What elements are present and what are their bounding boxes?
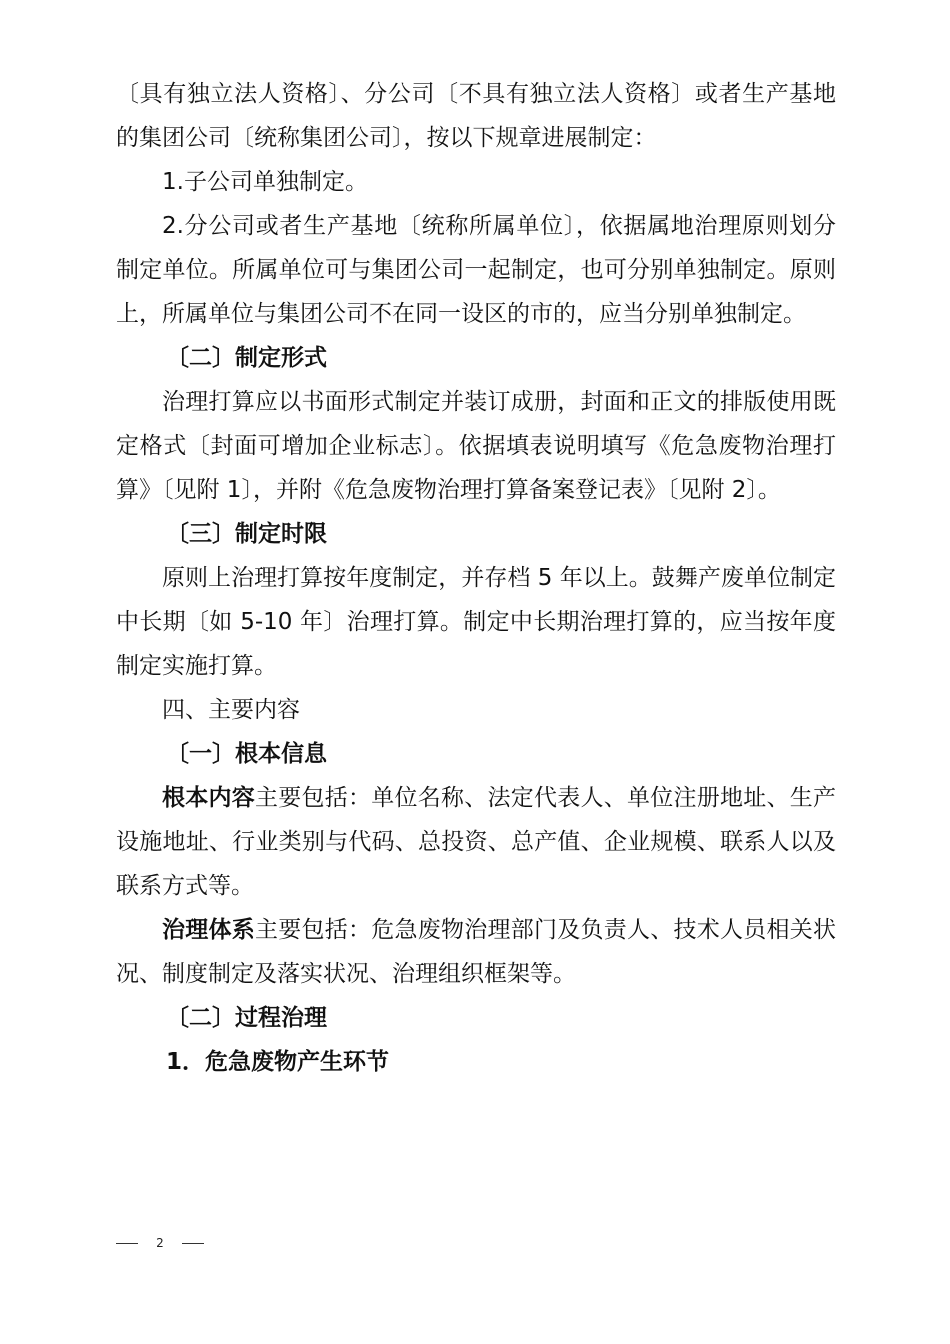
section-heading-form: 〔二〕制定形式 [166, 345, 327, 371]
footer-dash-right [182, 1243, 204, 1244]
footer-dash-left [116, 1243, 138, 1244]
text-management-system: 主要包括：危急废物治理部门及负责人、技术人员相关状况、制度制定及落实状况、治理组织框架等。 [116, 917, 836, 987]
section-heading-generation: 1．危急废物产生环节 [166, 1049, 390, 1075]
paragraph-item-2: 2.分公司或者生产基地〔统称所属单位〕，依据属地治理原则划分制定单位。所属单位可与集团公司一起制定，也可分别单独制定。原则上，所属单位与集团公司不在同一设区的市的，应当分别单独制定。 [116, 213, 836, 327]
page-number: 2 [156, 1236, 164, 1250]
paragraph-intro: 〔具有独立法人资格〕、分公司〔不具有独立法人资格〕或者生产基地的集团公司〔统称集团公司〕，按以下规章进展制定： [116, 81, 836, 151]
lead-management-system: 治理体系 [162, 917, 255, 943]
paragraph-item-1: 1.子公司单独制定。 [162, 169, 368, 195]
document-body [116, 72, 836, 1084]
page-footer [116, 1232, 236, 1256]
text-basic-content: 主要包括：单位名称、法定代表人、单位注册地址、生产设施地址、行业类别与代码、总投资、总产值、企业规模、联系人以及联系方式等。 [116, 785, 836, 899]
lead-basic-content: 根本内容 [162, 785, 255, 811]
section-heading-basic-info: 〔一〕根本信息 [166, 741, 327, 767]
paragraph-basic-content [116, 776, 836, 908]
paragraph-form: 治理打算应以书面形式制定并装订成册，封面和正文的排版使用既定格式〔封面可增加企业标志〕。依据填表说明填写《危急废物治理打算》〔见附 1〕，并附《危急废物治理打算备案登记表》〔见附 2〕。 [116, 389, 836, 503]
section-heading-main-content: 四、主要内容 [162, 697, 300, 723]
section-heading-deadline: 〔三〕制定时限 [166, 521, 327, 547]
paragraph-management-system [116, 908, 836, 996]
paragraph-deadline: 原则上治理打算按年度制定，并存档 5 年以上。鼓舞产废单位制定中长期〔如 5-10 年〕治理打算。制定中长期治理打算的，应当按年度制定实施打算。 [116, 565, 836, 679]
section-heading-process: 〔二〕过程治理 [166, 1005, 327, 1031]
